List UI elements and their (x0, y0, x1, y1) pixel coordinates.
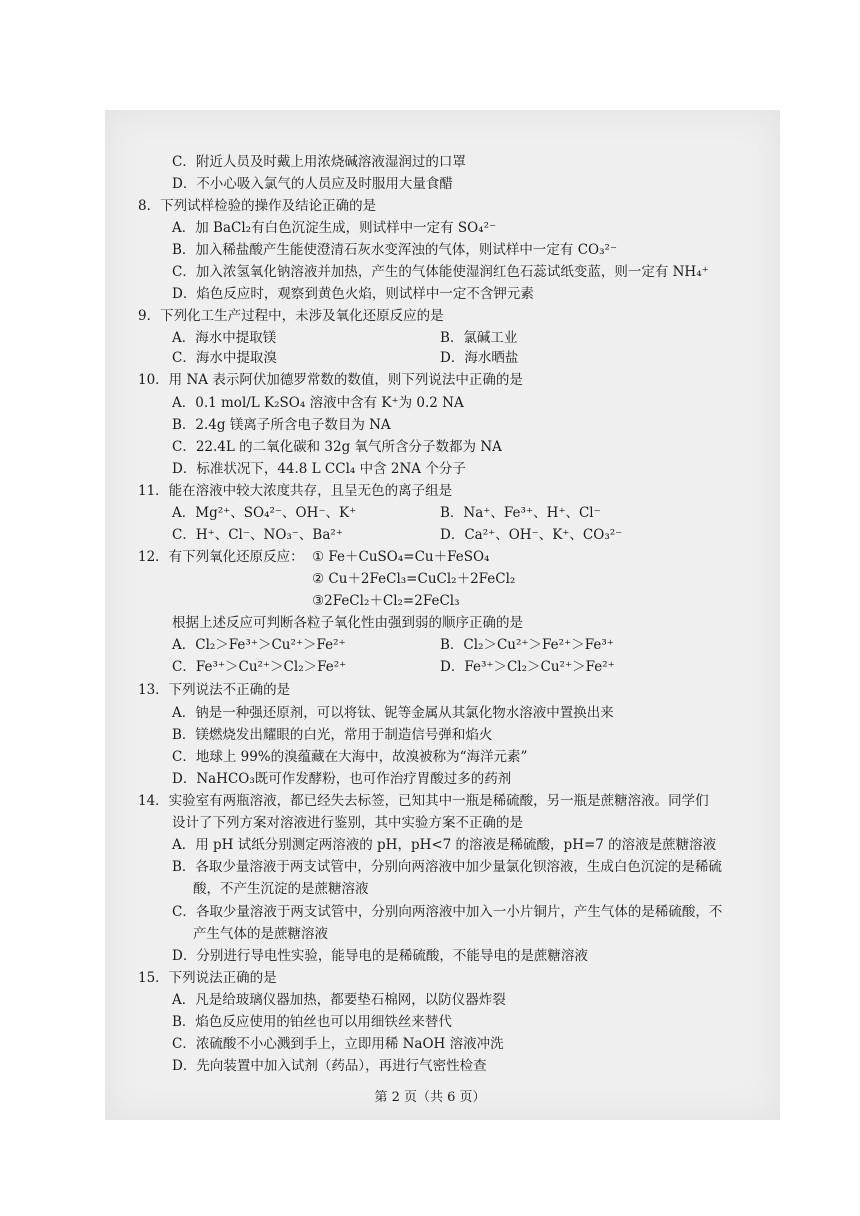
option-line: C．加入浓氢氧化钠溶液并加热，产生的气体能使湿润红色石蕊试纸变蓝，则一定有 NH₄⁺ (172, 264, 709, 280)
option-line: C．各取少量溶液于两支试管中，分别向两溶液中加入一小片铜片，产生气体的是稀硫酸，不 (172, 904, 723, 920)
option-line: B．镁燃烧发出耀眼的白光，常用于制造信号弹和焰火 (172, 727, 493, 743)
option-line: D．海水晒盐 (440, 350, 519, 366)
option-line: C．地球上 99%的溴蕴藏在大海中，故溴被称为“海洋元素” (172, 749, 528, 765)
option-line: D．Ca²⁺、OH⁻、K⁺、CO₃²⁻ (440, 527, 623, 543)
question-9: 9．下列化工生产过程中，未涉及氧化还原反应的是 (138, 308, 444, 324)
question-11: 11．能在溶液中较大浓度共存，且呈无色的离子组是 (138, 483, 453, 499)
option-line: B．氯碱工业 (440, 330, 518, 346)
option-line: A．加 BaCl₂有白色沉淀生成，则试样中一定有 SO₄²⁻ (172, 220, 497, 236)
option-line: B．Cl₂＞Cu²⁺＞Fe²⁺＞Fe³⁺ (440, 637, 614, 653)
option-line: D．焰色反应时，观察到黄色火焰，则试样中一定不含钾元素 (172, 286, 534, 302)
option-line: D．Fe³⁺＞Cl₂＞Cu²⁺＞Fe²⁺ (440, 659, 615, 675)
question-stem: 设计了下列方案对溶液进行鉴别，其中实验方案不正确的是 (172, 815, 523, 831)
option-line: C．Fe³⁺＞Cu²⁺＞Cl₂＞Fe²⁺ (172, 659, 347, 675)
page-footer: 第 2 页（共 6 页） (374, 1090, 486, 1105)
option-line: B．2.4g 镁离子所含电子数目为 NA (172, 417, 391, 433)
question-14: 14．实验室有两瓶溶液，都已经失去标签，已知其中一瓶是稀硫酸，另一瓶是蔗糖溶液。同学们 (138, 793, 709, 809)
option-line: D．分别进行导电性实验，能导电的是稀硫酸，不能导电的是蔗糖溶液 (172, 948, 588, 964)
option-line: D．NaHCO₃既可作发酵粉，也可作治疗胃酸过多的药剂 (172, 771, 512, 787)
question-13: 13．下列说法不正确的是 (138, 682, 291, 698)
equation-1: ① Fe＋CuSO₄=Cu＋FeSO₄ (312, 549, 490, 565)
question-10: 10．用 NA 表示阿伏加德罗常数的数值，则下列说法中正确的是 (138, 372, 523, 388)
option-line: B．焰色反应使用的铂丝也可以用细铁丝来替代 (172, 1014, 452, 1030)
option-line: 酸，不产生沉淀的是蔗糖溶液 (193, 881, 369, 897)
option-line: D．先向装置中加入试剂（药品），再进行气密性检查 (172, 1058, 487, 1074)
option-line: A．0.1 mol/L K₂SO₄ 溶液中含有 K⁺为 0.2 NA (172, 395, 464, 411)
question-stem: 根据上述反应可判断各粒子氧化性由强到弱的顺序正确的是 (172, 615, 523, 631)
option-line: A．Cl₂＞Fe³⁺＞Cu²⁺＞Fe²⁺ (172, 637, 346, 653)
option-line: C．附近人员及时戴上用浓烧碱溶液湿润过的口罩 (172, 154, 466, 170)
option-line: C．海水中提取溴 (172, 350, 277, 366)
question-8: 8．下列试样检验的操作及结论正确的是 (138, 198, 377, 214)
option-line: A．用 pH 试纸分别测定两溶液的 pH，pH<7 的溶液是稀硫酸，pH=7 的溶液是蔗糖溶液 (172, 837, 717, 853)
option-line: C．22.4L 的二氧化碳和 32g 氧气所含分子数都为 NA (172, 439, 502, 455)
option-line: A．海水中提取镁 (172, 330, 277, 346)
option-line: D．标准状况下，44.8 L CCl₄ 中含 2NA 个分子 (172, 461, 466, 477)
equation-2: ② Cu＋2FeCl₃=CuCl₂＋2FeCl₂ (312, 571, 516, 587)
option-line: D．不小心吸入氯气的人员应及时服用大量食醋 (172, 176, 453, 192)
option-line: B．各取少量溶液于两支试管中，分别向两溶液中加少量氯化钡溶液，生成白色沉淀的是稀硫 (172, 859, 722, 875)
question-15: 15．下列说法正确的是 (138, 970, 277, 986)
option-line: A．凡是给玻璃仪器加热，都要垫石棉网，以防仪器炸裂 (172, 992, 506, 1008)
option-line: C．H⁺、Cl⁻、NO₃⁻、Ba²⁺ (172, 527, 343, 543)
option-line: 产生气体的是蔗糖溶液 (193, 926, 328, 942)
option-line: C．浓硫酸不小心溅到手上，立即用稀 NaOH 溶液冲洗 (172, 1036, 504, 1052)
option-line: A．钠是一种强还原剂，可以将钛、铌等金属从其氯化物水溶液中置换出来 (172, 705, 614, 721)
option-line: A．Mg²⁺、SO₄²⁻、OH⁻、K⁺ (172, 505, 357, 521)
option-line: B．加入稀盐酸产生能使澄清石灰水变浑浊的气体，则试样中一定有 CO₃²⁻ (172, 242, 618, 258)
option-line: B．Na⁺、Fe³⁺、H⁺、Cl⁻ (440, 505, 601, 521)
equation-3: ③2FeCl₂＋Cl₂=2FeCl₃ (312, 593, 460, 609)
question-12: 12．有下列氧化还原反应： (138, 549, 304, 565)
